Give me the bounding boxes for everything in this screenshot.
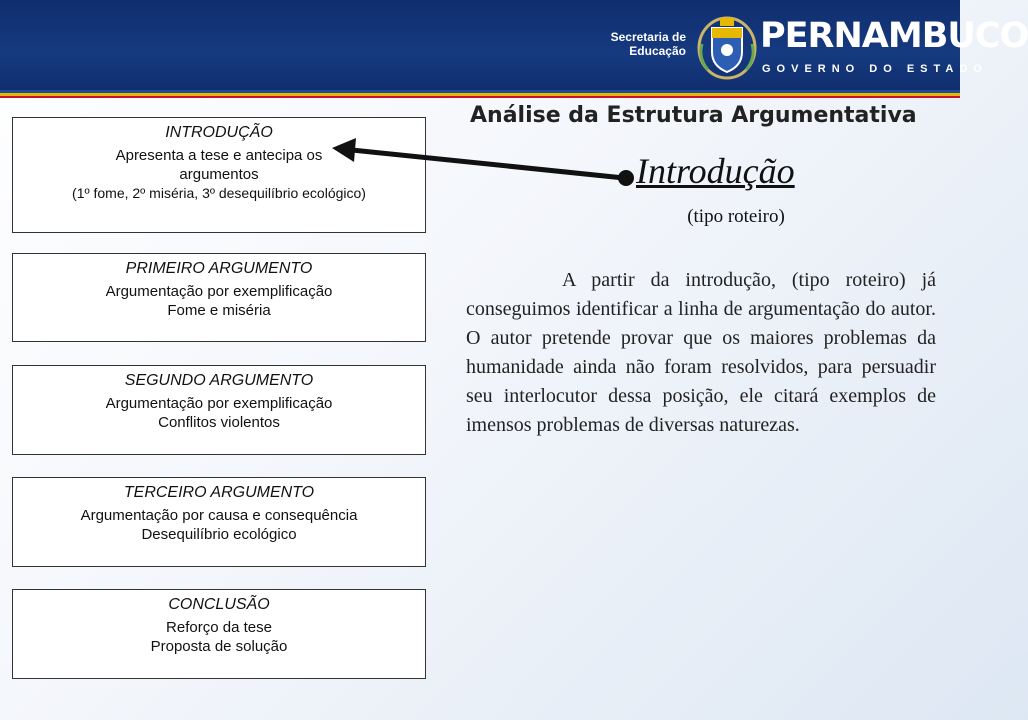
box-segundo-argumento [12,365,426,455]
slide-title: Análise da Estrutura Argumentativa [470,103,917,128]
box-line: Fome e miséria [167,302,271,319]
secretaria-line-1: Secretaria de [610,30,686,44]
box-line: Argumentação por causa e consequência [80,507,358,524]
bullet-icon [618,170,634,186]
box-title: CONCLUSÃO [168,596,270,613]
box-line: argumentos [179,166,259,183]
box-title: TERCEIRO ARGUMENTO [123,484,315,501]
box-title: SEGUNDO ARGUMENTO [124,372,314,389]
brand-name: PERNAMBUCO [760,16,1028,56]
secretaria-label [608,30,686,58]
box-title: PRIMEIRO ARGUMENTO [125,260,313,277]
box-line: Argumentação por exemplificação [105,283,333,300]
box-line: (1º fome, 2º miséria, 3º desequilíbrio ecológico) [72,185,366,201]
brand-subtitle: GOVERNO DO ESTADO [762,63,988,75]
box-conclusao [12,589,426,679]
box-line: Argumentação por exemplificação [105,395,333,412]
box-line: Desequilíbrio ecológico [141,526,297,543]
box-introducao [12,117,426,233]
header-stripe-red [0,96,960,98]
box-line: Apresenta a tese e antecipa os [115,147,323,164]
box-line: Conflitos violentos [158,414,280,431]
intro-subheading: (tipo roteiro) [687,206,785,227]
coat-of-arms-icon [696,14,758,80]
box-title: INTRODUÇÃO [165,124,273,141]
box-line: Proposta de solução [150,638,288,655]
intro-paragraph: A partir da introdução, (tipo roteiro) já conseguimos identificar a linha de argumentação do autor. O autor pretende provar que os maiores problemas da humanidade ainda não foram resolvidos, para persuadir seu interlocutor dessa posição, ele citará exemplos de imensos problemas de diversas naturezas. [466,269,936,436]
intro-heading: Introdução [636,151,795,191]
box-terceiro-argumento [12,477,426,567]
box-primeiro-argumento [12,253,426,342]
secretaria-line-2: Educação [629,44,686,58]
box-line: Reforço da tese [166,619,272,636]
